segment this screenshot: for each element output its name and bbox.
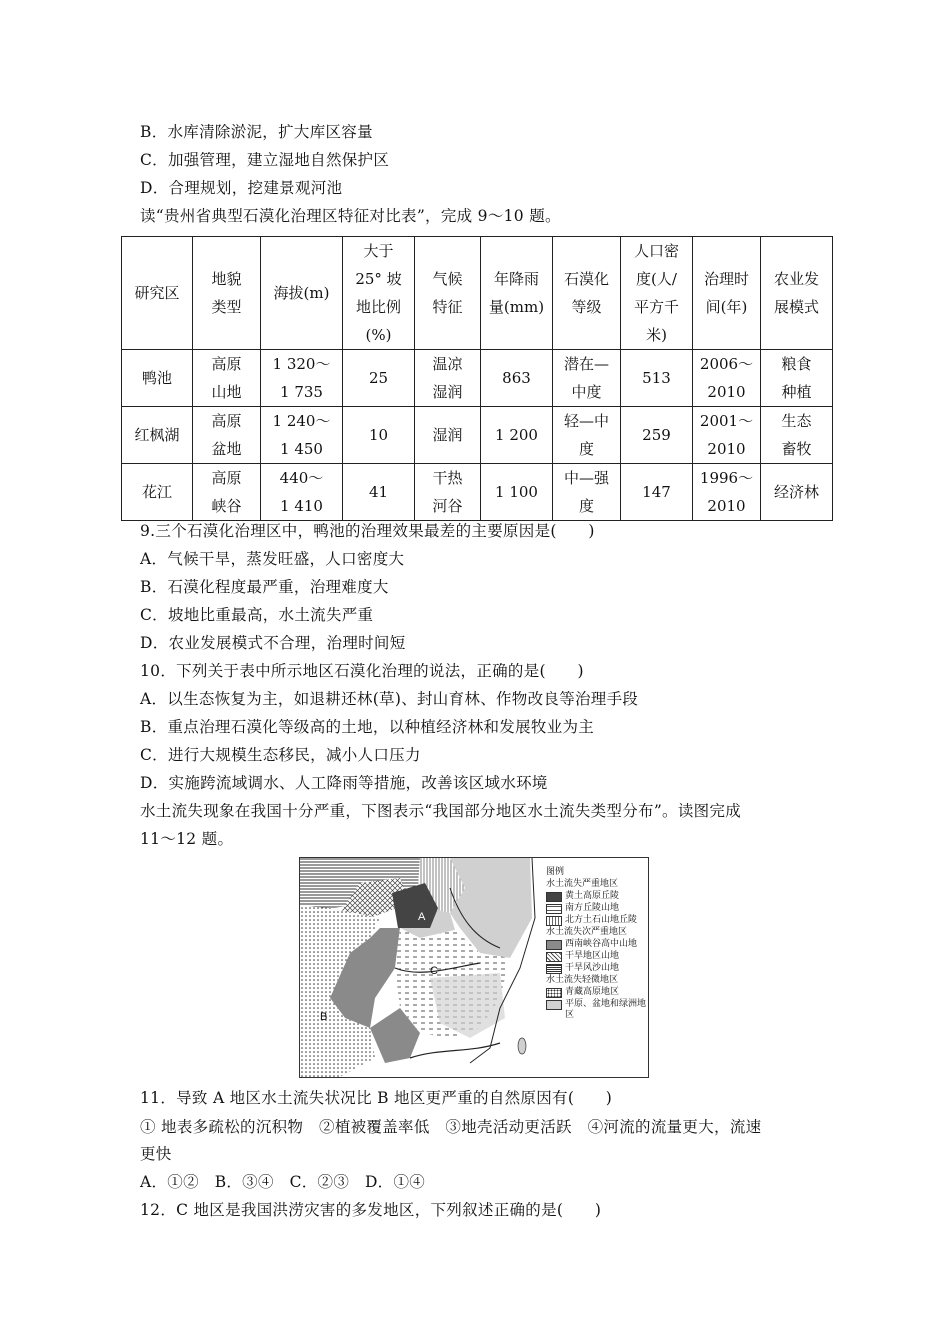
row-cell <box>481 350 553 407</box>
legend-text: 西南峡谷高中山地 <box>565 939 638 949</box>
header-cell <box>193 237 261 350</box>
q9-option-c: C．坡地比重最高，水土流失严重 <box>140 606 374 624</box>
row-cell <box>193 350 261 407</box>
legend-swatch <box>546 964 562 974</box>
cell-text: 高原 <box>211 469 242 487</box>
cell-text: 2006～ <box>699 355 754 373</box>
cell-text: 种植 <box>781 383 812 401</box>
legend-item <box>546 939 646 950</box>
cell-text: 259 <box>642 426 671 444</box>
legend-swatch <box>546 892 562 902</box>
cell-text: 1 450 <box>280 440 323 458</box>
legend-swatch <box>546 940 562 950</box>
cell-text: 河谷 <box>432 497 463 515</box>
legend-title: 图例 <box>546 867 565 877</box>
q9-option-d: D．农业发展模式不合理，治理时间短 <box>140 634 406 652</box>
row-cell <box>621 464 693 521</box>
row-cell <box>193 464 261 521</box>
row-cell <box>193 407 261 464</box>
question-10: 10．下列关于表中所示地区石漠化治理的说法，正确的是( ) <box>140 662 584 680</box>
cell-text: 石漠化 <box>563 270 609 288</box>
cell-text: 鸭池 <box>141 369 172 387</box>
cell-text: 类型 <box>211 298 242 316</box>
legend-item <box>546 903 646 914</box>
q9-option-a: A．气候干旱，蒸发旺盛，人口密度大 <box>140 550 405 568</box>
row-cell <box>261 350 343 407</box>
row-cell <box>553 464 621 521</box>
cell-text: 1 320～ <box>272 355 331 373</box>
row-cell <box>693 407 761 464</box>
row-cell <box>122 464 193 521</box>
cell-text: 红枫湖 <box>134 426 180 444</box>
header-cell <box>553 237 621 350</box>
legend-swatch <box>546 988 562 998</box>
table-header-row <box>122 237 833 350</box>
row-cell <box>553 350 621 407</box>
option-c: C．加强管理，建立湿地自然保护区 <box>140 151 390 169</box>
map-intro: 水土流失现象在我国十分严重，下图表示“我国部分地区水土流失类型分布”。读图完成 <box>140 802 742 820</box>
cell-text: 温凉 <box>432 355 463 373</box>
legend-text: 干旱地区山地 <box>565 951 620 961</box>
cell-text: 41 <box>368 483 389 501</box>
legend-text: 干旱风沙山地 <box>565 963 620 973</box>
cell-text: (%) <box>365 326 392 344</box>
row-cell <box>122 407 193 464</box>
header-cell <box>261 237 343 350</box>
cell-text: 大于 <box>363 242 394 260</box>
cell-text: 生态 <box>781 412 812 430</box>
header-cell <box>481 237 553 350</box>
legend-group <box>546 879 646 890</box>
legend-item <box>546 915 646 926</box>
cell-text: 1996～ <box>699 469 754 487</box>
row-cell <box>415 464 481 521</box>
cell-text: 年降雨 <box>493 270 539 288</box>
cell-text: 10 <box>368 426 389 444</box>
option-b: B．水库清除淤泥，扩大库区容量 <box>140 123 373 141</box>
row-cell <box>621 350 693 407</box>
legend-text: 北方土石山地丘陵 <box>565 915 638 925</box>
comparison-table <box>121 236 833 521</box>
cell-text: 度 <box>578 440 594 458</box>
cell-text: 2010 <box>707 383 746 401</box>
cell-text: 863 <box>502 369 531 387</box>
cell-text: 人口密 <box>633 242 679 260</box>
cell-text: 中度 <box>571 383 602 401</box>
header-cell <box>621 237 693 350</box>
legend-text: 青藏高原地区 <box>565 987 620 997</box>
legend-item <box>546 951 646 962</box>
row-cell <box>261 464 343 521</box>
cell-text: 高原 <box>211 355 242 373</box>
header-cell <box>415 237 481 350</box>
table-row <box>122 350 833 407</box>
label-a: A <box>418 911 426 923</box>
cell-text: 海拔(m) <box>273 284 330 302</box>
legend-text: 水土流失严重地区 <box>546 879 619 889</box>
legend-text: 平原、盆地和绿洲地区 <box>565 999 647 1020</box>
cell-text: 花江 <box>141 483 172 501</box>
row-cell <box>481 464 553 521</box>
q10-option-b: B．重点治理石漠化等级高的土地，以种植经济林和发展牧业为主 <box>140 718 595 736</box>
cell-text: 地比例 <box>355 298 401 316</box>
row-cell <box>693 464 761 521</box>
q10-option-d: D．实施跨流域调水、人工降雨等措施，改善该区域水环境 <box>140 774 548 792</box>
question-11: 11．导致 A 地区水土流失状况比 B 地区更严重的自然原因有( ) <box>140 1089 613 1107</box>
cell-text: 等级 <box>571 298 602 316</box>
cell-text: 农业发 <box>773 270 819 288</box>
cell-text: 米) <box>646 326 667 344</box>
cell-text: 间(年) <box>705 298 748 316</box>
cell-text: 畜牧 <box>781 440 812 458</box>
row-cell <box>553 407 621 464</box>
cell-text: 1 410 <box>280 497 323 515</box>
header-cell <box>122 237 193 350</box>
header-cell <box>761 237 833 350</box>
cell-text: 25° 坡 <box>355 270 402 288</box>
cell-text: 1 735 <box>280 383 323 401</box>
question-12: 12．C 地区是我国洪涝灾害的多发地区，下列叙述正确的是( ) <box>140 1201 602 1219</box>
cell-text: 量(mm) <box>488 298 545 316</box>
cell-text: 25 <box>368 369 389 387</box>
legend-swatch <box>546 1000 562 1010</box>
cell-text: 高原 <box>211 412 242 430</box>
legend-text: 南方丘陵山地 <box>565 903 620 913</box>
cell-text: 经济林 <box>773 483 819 501</box>
cell-text: 研究区 <box>134 284 180 302</box>
cell-text: 度 <box>578 497 594 515</box>
cell-text: 气候 <box>432 270 463 288</box>
table-row <box>122 407 833 464</box>
legend-item <box>546 963 646 974</box>
option-d: D．合理规划，挖建景观河池 <box>140 179 343 197</box>
q9-option-b: B．石漠化程度最严重，治理难度大 <box>140 578 389 596</box>
label-b: B <box>320 1011 328 1023</box>
row-cell <box>415 350 481 407</box>
cell-text: 干热 <box>432 469 463 487</box>
map-legend <box>546 866 646 1022</box>
legend-swatch <box>546 916 562 926</box>
row-cell <box>761 350 833 407</box>
row-cell <box>343 350 415 407</box>
cell-text: 地貌 <box>211 270 242 288</box>
row-cell <box>343 464 415 521</box>
cell-text: 治理时 <box>703 270 749 288</box>
legend-group <box>546 975 646 986</box>
legend-swatch <box>546 952 562 962</box>
cell-text: 1 200 <box>495 426 538 444</box>
legend-swatch <box>546 904 562 914</box>
q10-option-c: C．进行大规模生态移民，减小人口压力 <box>140 746 421 764</box>
row-cell <box>261 407 343 464</box>
q11-statements: ① 地表多疏松的沉积物 ②植被覆盖率低 ③地壳活动更活跃 ④河流的流量更大，流速 <box>140 1118 762 1136</box>
legend-text: 水土流失轻微地区 <box>546 975 619 985</box>
cell-text: 2010 <box>707 440 746 458</box>
cell-text: 2001～ <box>699 412 754 430</box>
legend-item <box>546 891 646 902</box>
cell-text: 湿润 <box>432 383 463 401</box>
cell-text: 平方千 <box>633 298 679 316</box>
legend-text: 水土流失次严重地区 <box>546 927 628 937</box>
legend-item <box>546 999 646 1021</box>
header-cell <box>343 237 415 350</box>
soil-erosion-map <box>299 857 649 1078</box>
legend-group <box>546 927 646 938</box>
row-cell <box>415 407 481 464</box>
cell-text: 513 <box>642 369 671 387</box>
question-9: 9.三个石漠化治理区中，鸭池的治理效果最差的主要原因是( ) <box>140 522 595 540</box>
cell-text: 盆地 <box>211 440 242 458</box>
cell-text: 度(人/ <box>636 270 677 288</box>
cell-text: 1 100 <box>495 483 538 501</box>
cell-text: 147 <box>642 483 671 501</box>
header-cell <box>693 237 761 350</box>
map-graphic <box>300 858 540 1077</box>
cell-text: 轻—中 <box>563 412 609 430</box>
table-row <box>122 464 833 521</box>
cell-text: 440～ <box>279 469 324 487</box>
cell-text: 特征 <box>432 298 463 316</box>
row-cell <box>122 350 193 407</box>
cell-text: 展模式 <box>773 298 819 316</box>
cell-text: 中—强 <box>563 469 609 487</box>
q11-statements-cont: 更快 <box>140 1145 172 1163</box>
cell-text: 湿润 <box>432 426 463 444</box>
row-cell <box>761 407 833 464</box>
row-cell <box>621 407 693 464</box>
cell-text: 粮食 <box>781 355 812 373</box>
q11-options: A．①② B．③④ C．②③ D．①④ <box>140 1173 426 1191</box>
cell-text: 潜在— <box>563 355 609 373</box>
legend-text: 黄土高原丘陵 <box>565 891 620 901</box>
cell-text: 1 240～ <box>272 412 331 430</box>
map-intro-cont: 11～12 题。 <box>140 830 234 848</box>
label-c: C <box>430 965 438 977</box>
cell-text: 2010 <box>707 497 746 515</box>
legend-item <box>546 987 646 998</box>
row-cell <box>481 407 553 464</box>
row-cell <box>761 464 833 521</box>
cell-text: 山地 <box>211 383 242 401</box>
row-cell <box>343 407 415 464</box>
q10-option-a: A．以生态恢复为主，如退耕还林(草)、封山育林、作物改良等治理手段 <box>140 690 639 708</box>
cell-text: 峡谷 <box>211 497 242 515</box>
row-cell <box>693 350 761 407</box>
table-intro: 读“贵州省典型石漠化治理区特征对比表”，完成 9～10 题。 <box>140 207 561 225</box>
